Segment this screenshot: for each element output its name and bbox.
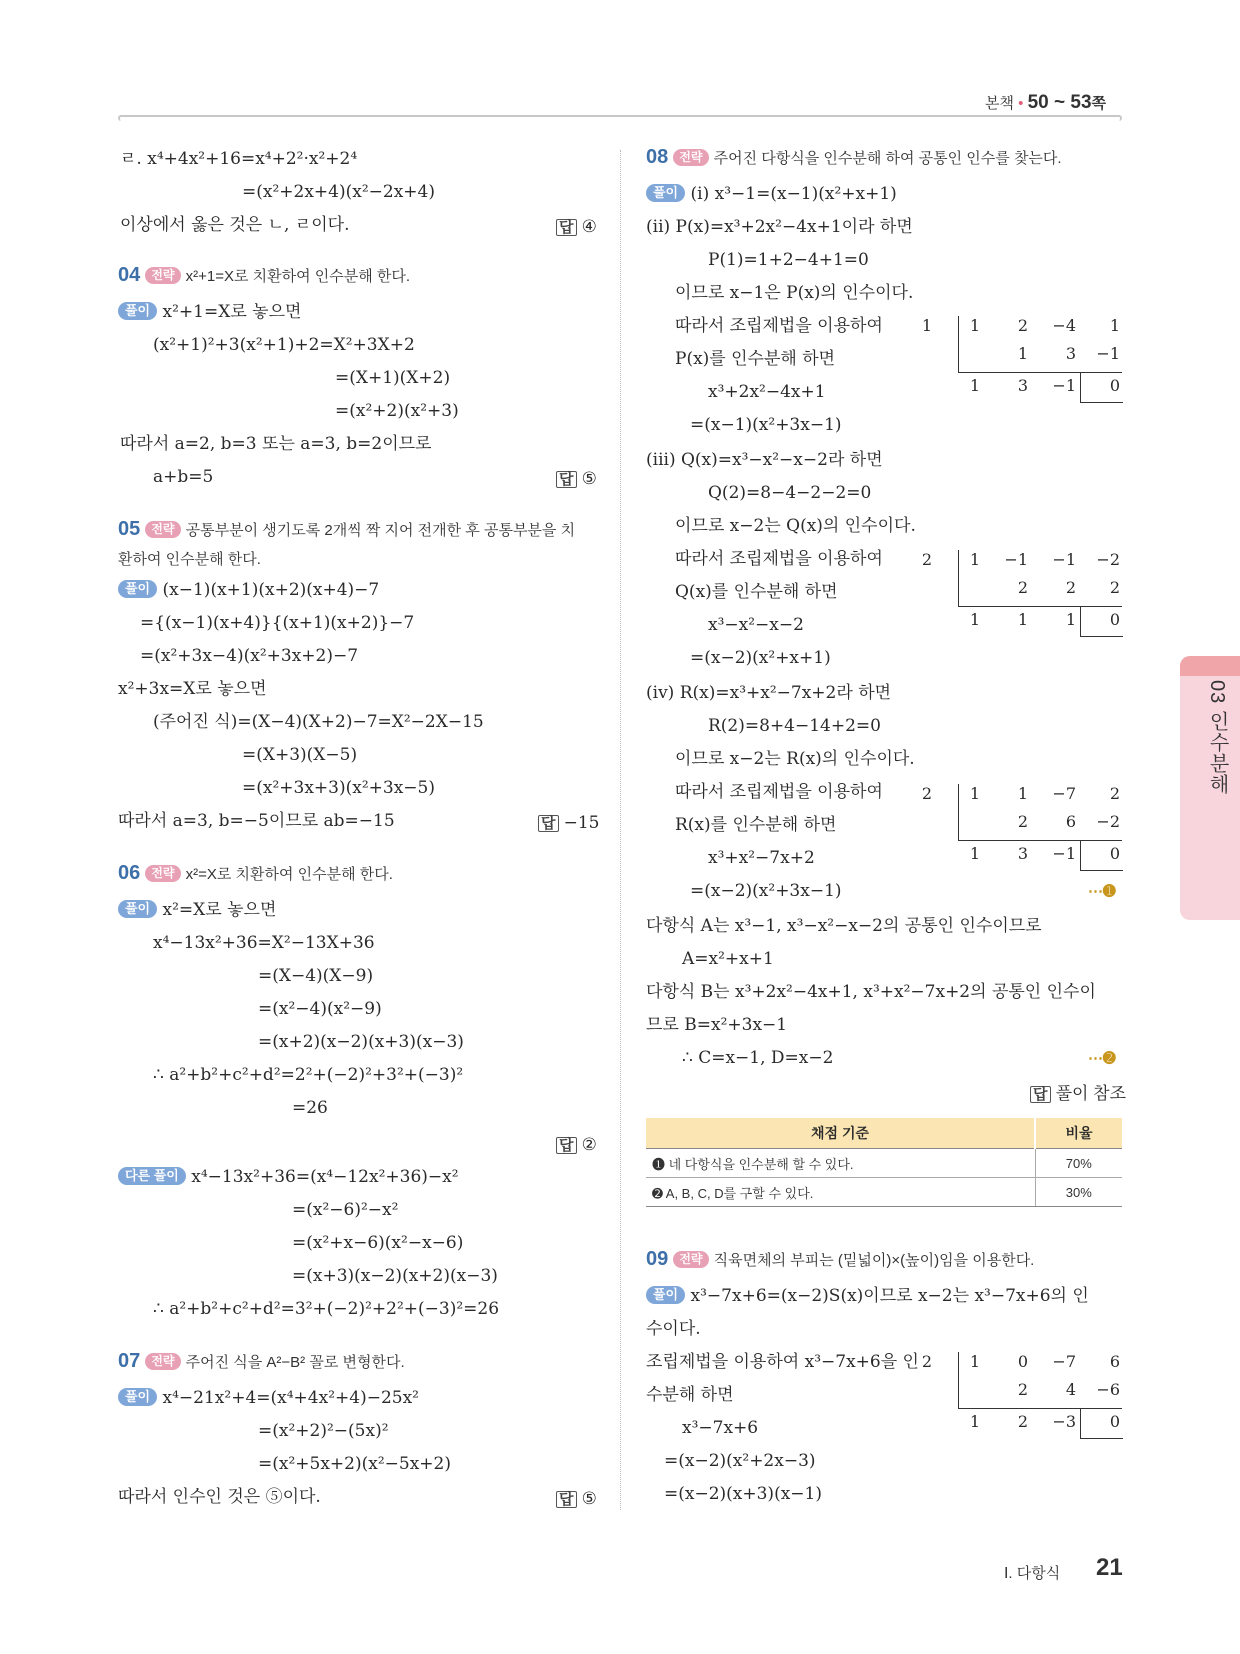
synth-root: 2 (921, 784, 932, 803)
strategy-tag: 전략 (145, 521, 180, 538)
problem-06-line: 풀이 x²=X로 놓으면 (118, 899, 276, 921)
problem-08-line: =(x−1)(x²+3x−1) (690, 415, 842, 435)
strategy-tag: 전략 (145, 1353, 180, 1370)
answer-07: 답 ⑤ (556, 1488, 597, 1510)
problem-06-line: =(x²−4)(x²−9) (258, 999, 382, 1019)
problem-08-line: R(2)=8+4−14+2=0 (708, 716, 881, 736)
problem-04-line: 따라서 a=2, b=3 또는 a=3, b=2이므로 (120, 434, 432, 454)
chapter-side-tab-label: 03 인수분해 (1206, 680, 1228, 795)
problem-06-hint: x²=X로 치환하여 인수분해 한다. (185, 866, 393, 883)
synthetic-division-Q: 2 1 −1 −1 −2 2 2 2 1 1 1 0 (940, 550, 1122, 640)
problem-09-line: =(x−2)(x²+2x−3) (664, 1451, 816, 1471)
synthetic-division-R: 2 1 1 −7 2 2 6 −2 1 3 −1 0 (940, 784, 1122, 874)
problem-06-alt-line: =(x²+x−6)(x²−x−6) (292, 1233, 464, 1253)
synth-root: 2 (921, 550, 932, 569)
problem-09-line: 수이다. (646, 1319, 701, 1339)
left-l2: =(x²+2x+4)(x²−2x+4) (242, 182, 435, 202)
problem-06-alt-line: =(x+3)(x−2)(x+2)(x−3) (292, 1266, 498, 1286)
problem-08-line: A=x²+x+1 (682, 949, 774, 969)
problem-07-number: 07 (118, 1350, 141, 1372)
solution-tag: 풀이 (118, 580, 157, 598)
problem-04-line: a+b=5 (153, 467, 214, 487)
problem-09-number: 09 (646, 1248, 669, 1270)
problem-08-line: =(x−2)(x²+x+1) (690, 648, 831, 668)
problem-07-line: =(x²+2)²−(5x)² (258, 1421, 389, 1441)
strategy-tag: 전략 (145, 267, 180, 284)
problem-05-line: x²+3x=X로 놓으면 (118, 679, 267, 699)
problem-09-hint: 직육면체의 부피는 (밑넓이)×(높이)임을 이용한다. (713, 1252, 1035, 1269)
alt-solution-tag: 다른 풀이 (118, 1167, 186, 1185)
problem-06-line: =(X−4)(X−9) (258, 966, 374, 986)
problem-05-number: 05 (118, 518, 141, 540)
problem-04-hint: x²+1=X로 치환하여 인수분해 한다. (185, 268, 411, 285)
problem-04-line: =(x²+2)(x²+3) (335, 401, 459, 421)
problem-08-line: x³−x²−x−2 (708, 615, 804, 635)
problem-07-line: 따라서 인수인 것은 ⑤이다. (118, 1487, 321, 1507)
problem-07-line: =(x²+5x+2)(x²−5x+2) (258, 1454, 451, 1474)
problem-06-number: 06 (118, 862, 141, 884)
problem-08-line: 이므로 x−2는 Q(x)의 인수이다. (675, 516, 916, 536)
header-dot: • (1018, 95, 1024, 112)
answer-05: 답 −15 (538, 812, 599, 834)
problem-08-line: (iv) R(x)=x³+x²−7x+2라 하면 (646, 683, 892, 703)
problem-06-line: x⁴−13x²+36=X²−13X+36 (153, 933, 375, 953)
problem-08-line: ∴ C=x−1, D=x−2 (682, 1048, 834, 1068)
chapter-side-tab-accent (1180, 656, 1240, 676)
problem-08-line: x³+x²−7x+2 (708, 848, 815, 868)
header-rule (118, 115, 1122, 121)
solution-tag: 풀이 (646, 184, 685, 202)
header-pages: 50 ~ 53 (1027, 92, 1092, 113)
problem-08-line: x³+2x²−4x+1 (708, 382, 826, 402)
problem-04-line: (x²+1)²+3(x²+1)+2=X²+3X+2 (153, 335, 415, 355)
problem-06-alt-line: =(x²−6)²−x² (292, 1200, 399, 1220)
left-l3: 이상에서 옳은 것은 ㄴ, ㄹ이다. (120, 215, 350, 235)
problem-05-heading (118, 518, 575, 541)
problem-06-alt-line: 다른 풀이 x⁴−13x²+36=(x⁴−12x²+36)−x² (118, 1166, 459, 1188)
problem-08-line: Q(2)=8−4−2−2=0 (708, 483, 872, 503)
problem-08-line: (iii) Q(x)=x³−x²−x−2라 하면 (646, 450, 883, 470)
answer-08: 답 풀이 참조 (1030, 1083, 1126, 1105)
problem-08-line: =(x−2)(x²+3x−1) (690, 881, 842, 901)
problem-06-line: =26 (292, 1098, 328, 1118)
problem-08-line: P(x)를 인수분해 하면 (675, 349, 836, 369)
answer-04: 답 ⑤ (556, 468, 597, 490)
problem-08-line: R(x)를 인수분해 하면 (675, 815, 837, 835)
problem-08-line: 다항식 B는 x³+2x²−4x+1, x³+x²−7x+2의 공통인 인수이 (646, 982, 1096, 1002)
problem-08-line: 따라서 조립제법을 이용하여 (675, 316, 883, 336)
problem-08-hint: 주어진 다항식을 인수분해 하여 공통인 인수를 찾는다. (713, 150, 1062, 167)
grading-header-criterion: 채점 기준 (646, 1118, 1035, 1149)
answer-06: 답 ② (556, 1134, 597, 1156)
problem-09-line: x³−7x+6 (682, 1418, 759, 1438)
problem-05-line: ={(x−1)(x+4)}{(x+1)(x+2)}−7 (140, 613, 415, 633)
problem-05-line: (주어진 식)=(X−4)(X+2)−7=X²−2X−15 (153, 712, 484, 732)
problem-09-line: =(x−2)(x+3)(x−1) (664, 1484, 822, 1504)
problem-05-line: =(X+3)(X−5) (242, 745, 358, 765)
header-book: 본책 (985, 95, 1014, 112)
answer-03-value: ④ (581, 217, 597, 237)
problem-07-line: 풀이 x⁴−21x²+4=(x⁴+4x²+4)−25x² (118, 1387, 419, 1409)
problem-09-line: 조립제법을 이용하여 x³−7x+6을 인 (646, 1352, 919, 1372)
grading-criterion: ➋ A, B, C, D를 구할 수 있다. (646, 1178, 1035, 1207)
problem-08-line: 다항식 A는 x³−1, x³−x²−x−2의 공통인 인수이므로 (646, 916, 1042, 936)
synth-root: 2 (921, 1352, 932, 1371)
problem-08-line: 풀이 (i) x³−1=(x−1)(x²+x+1) (646, 183, 897, 205)
problem-08-line: 이므로 x−1은 P(x)의 인수이다. (675, 283, 914, 303)
answer-03: 답 ④ (556, 216, 597, 238)
problem-05-line: =(x²+3x+3)(x²+3x−5) (242, 778, 435, 798)
problem-06-line: =(x+2)(x−2)(x+3)(x−3) (258, 1032, 464, 1052)
strategy-tag: 전략 (673, 149, 708, 166)
column-divider (620, 150, 621, 1510)
solution-tag: 풀이 (118, 900, 157, 918)
marker-2: ⋯➋ (1088, 1050, 1116, 1067)
problem-08-line: P(1)=1+2−4+1=0 (708, 250, 869, 270)
solution-tag: 풀이 (646, 1286, 685, 1304)
problem-05-line: 따라서 a=3, b=−5이므로 ab=−15 (118, 811, 395, 831)
synthetic-division-09: 2 1 0 −7 6 2 4 −6 1 2 −3 0 (940, 1352, 1122, 1442)
grading-ratio: 30% (1035, 1178, 1122, 1207)
problem-09-heading (646, 1248, 1034, 1271)
grading-ratio: 70% (1035, 1149, 1122, 1178)
header (985, 92, 1106, 114)
problem-06-heading (118, 862, 393, 885)
problem-08-heading (646, 146, 1062, 169)
problem-08-line: 따라서 조립제법을 이용하여 (675, 782, 883, 802)
problem-04-heading (118, 264, 410, 287)
synth-root: 1 (921, 316, 932, 335)
strategy-tag: 전략 (673, 1251, 708, 1268)
problem-08-line: Q(x)를 인수분해 하면 (675, 582, 838, 602)
problem-05-hint-cont: 환하여 인수분해 한다. (118, 551, 261, 568)
problem-06-line: ∴ a²+b²+c²+d²=2²+(−2)²+3²+(−3)² (153, 1065, 464, 1085)
problem-08-line: 이므로 x−2는 R(x)의 인수이다. (675, 749, 915, 769)
problem-09-line: 풀이 x³−7x+6=(x−2)S(x)이므로 x−2는 x³−7x+6의 인 (646, 1285, 1089, 1307)
header-pages-unit: 쪽 (1091, 95, 1107, 112)
solution-tag: 풀이 (118, 1388, 157, 1406)
grading-table (646, 1118, 1122, 1207)
grading-header-ratio: 비율 (1035, 1118, 1122, 1149)
footer-chapter: Ⅰ. 다항식 (1004, 1565, 1061, 1582)
left-l1: ㄹ. x⁴+4x²+16=x⁴+2²·x²+2⁴ (120, 149, 358, 169)
problem-05-line: 풀이 (x−1)(x+1)(x+2)(x+4)−7 (118, 579, 379, 601)
solution-tag: 풀이 (118, 302, 157, 320)
synthetic-division-P: 1 1 2 −4 1 1 3 −1 1 3 −1 0 (940, 316, 1122, 406)
grading-header-row (646, 1118, 1122, 1149)
problem-06-alt-line: ∴ a²+b²+c²+d²=3²+(−2)²+2²+(−3)²=26 (153, 1299, 500, 1319)
problem-08-line: 므로 B=x²+3x−1 (646, 1015, 788, 1035)
problem-09-line: 수분해 하면 (646, 1385, 734, 1405)
problem-08-line: (ii) P(x)=x³+2x²−4x+1이라 하면 (646, 217, 913, 237)
problem-04-line: 풀이 x²+1=X로 놓으면 (118, 301, 301, 323)
problem-08-number: 08 (646, 146, 669, 168)
strategy-tag: 전략 (145, 865, 180, 882)
problem-08-line: 따라서 조립제법을 이용하여 (675, 549, 883, 569)
grading-row (646, 1178, 1122, 1207)
problem-07-hint: 주어진 식을 A²−B² 꼴로 변형한다. (185, 1354, 405, 1371)
footer-page-number: 21 (1096, 1554, 1123, 1581)
problem-04-line: =(X+1)(X+2) (335, 368, 451, 388)
problem-05-hint: 공통부분이 생기도록 2개씩 짝 지어 전개한 후 공통부분을 치 (185, 522, 576, 539)
grading-criterion: ➊ 네 다항식을 인수분해 할 수 있다. (646, 1149, 1035, 1178)
grading-row (646, 1149, 1122, 1178)
problem-04-number: 04 (118, 264, 141, 286)
marker-1: ⋯➊ (1088, 883, 1116, 900)
problem-05-line: =(x²+3x−4)(x²+3x+2)−7 (140, 646, 359, 666)
problem-07-heading (118, 1350, 405, 1373)
